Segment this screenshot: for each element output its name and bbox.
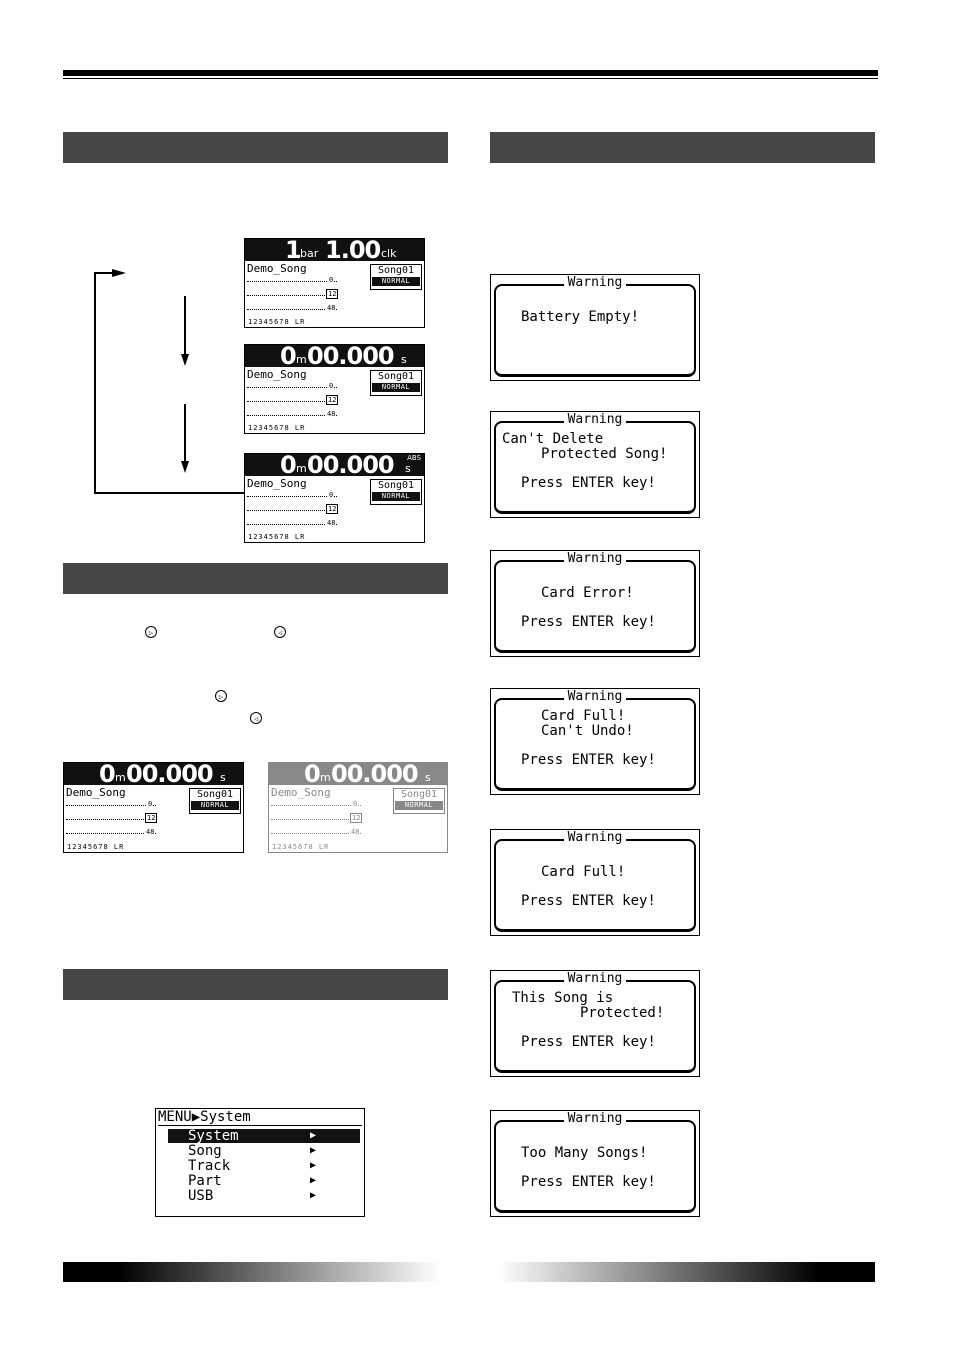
submenu-arrow-icon: ▶ bbox=[310, 1175, 317, 1186]
menu-item-system[interactable] bbox=[168, 1129, 360, 1143]
warning-frame bbox=[494, 560, 696, 653]
warning-message: Card Full! bbox=[541, 708, 626, 724]
meter-dots bbox=[66, 833, 156, 834]
song-box bbox=[370, 479, 422, 505]
track-numbers: 12345678 LR bbox=[248, 424, 306, 432]
song-number: Song01 bbox=[377, 265, 415, 276]
warning-battery-empty bbox=[490, 274, 700, 381]
level-mark: 0 bbox=[329, 491, 334, 499]
cycle-arrow-line bbox=[94, 272, 96, 494]
level-mark: 0 bbox=[148, 800, 153, 808]
timecode-seconds-unit: s bbox=[220, 771, 226, 784]
timecode-clk-unit: clk bbox=[381, 247, 397, 260]
warning-title-text: Warning bbox=[564, 412, 627, 427]
level-mark: 48 bbox=[146, 828, 155, 836]
track-numbers: 12345678 LR bbox=[248, 533, 306, 541]
warning-prompt: Press ENTER key! bbox=[521, 893, 656, 909]
menu-item-label: USB bbox=[188, 1188, 214, 1204]
meter-dots bbox=[247, 510, 337, 511]
header-rule-thick bbox=[63, 70, 878, 76]
arrow-line bbox=[184, 296, 186, 354]
abs-indicator: ABS bbox=[407, 454, 421, 462]
warning-too-many-songs bbox=[490, 1110, 700, 1217]
level-mark: 48 bbox=[351, 828, 360, 836]
warning-title bbox=[491, 552, 699, 566]
submenu-arrow-icon: ▶ bbox=[310, 1145, 317, 1156]
level-mark: 0 bbox=[329, 276, 334, 284]
timecode-bar-unit: bar bbox=[300, 247, 319, 260]
warning-frame bbox=[494, 1120, 696, 1213]
timecode-seconds-unit: s bbox=[425, 771, 431, 784]
timecode-minutes-unit: m bbox=[296, 462, 307, 475]
warning-cant-delete bbox=[490, 411, 700, 518]
warning-title bbox=[491, 831, 699, 845]
submenu-arrow-icon: ▶ bbox=[310, 1190, 317, 1201]
lcd-time-screen bbox=[244, 344, 425, 434]
arrow-down-icon bbox=[181, 354, 189, 366]
timecode-display bbox=[245, 238, 424, 264]
level-mark: 48 bbox=[327, 410, 336, 418]
meter-dots bbox=[247, 524, 337, 525]
footer-gradient-left bbox=[63, 1262, 440, 1282]
menu-item-label: Song bbox=[188, 1143, 222, 1159]
warning-title-text: Warning bbox=[564, 551, 627, 566]
warning-song-protected bbox=[490, 970, 700, 1077]
warning-title bbox=[491, 413, 699, 427]
warning-title-text: Warning bbox=[564, 971, 627, 986]
submenu-arrow-icon: ▶ bbox=[310, 1160, 317, 1171]
menu-item-track[interactable] bbox=[168, 1159, 360, 1173]
warning-frame bbox=[494, 284, 696, 377]
section-header-bar bbox=[63, 969, 448, 1000]
warning-message: Card Full! bbox=[541, 864, 626, 880]
timecode-seconds-unit: s bbox=[405, 462, 411, 475]
song-box bbox=[189, 788, 241, 814]
mode-badge: NORMAL bbox=[372, 492, 420, 501]
meter-dots bbox=[66, 805, 156, 806]
mode-badge: NORMAL bbox=[191, 801, 239, 810]
meter-dots bbox=[247, 309, 337, 310]
warning-card-full bbox=[490, 829, 700, 936]
timecode-minutes-unit: m bbox=[296, 353, 307, 366]
play-right-icon: ▷ bbox=[145, 626, 157, 638]
cycle-arrow-line bbox=[94, 272, 112, 274]
play-left-icon: ◁ bbox=[250, 712, 262, 724]
warning-title-text: Warning bbox=[564, 830, 627, 845]
menu-item-song[interactable] bbox=[168, 1144, 360, 1158]
meter-dots bbox=[247, 387, 337, 388]
warning-title-text: Warning bbox=[564, 1111, 627, 1126]
level-mark: 12 bbox=[352, 814, 361, 822]
timecode-minutes-unit: m bbox=[115, 771, 126, 784]
menu-title: MENU▶System bbox=[158, 1109, 251, 1125]
section-header-bar bbox=[63, 132, 448, 163]
mode-badge: NORMAL bbox=[395, 801, 443, 810]
menu-divider bbox=[158, 1125, 362, 1126]
song-number: Song01 bbox=[377, 480, 415, 491]
timecode-clk-value: 1.00 bbox=[325, 238, 381, 264]
meter-dots bbox=[247, 281, 337, 282]
timecode-display bbox=[64, 762, 243, 788]
footer-gradient-right bbox=[498, 1262, 875, 1282]
warning-prompt: Press ENTER key! bbox=[521, 475, 656, 491]
warning-message: Too Many Songs! bbox=[521, 1145, 648, 1161]
menu-item-label: System bbox=[188, 1128, 239, 1144]
timecode-seconds: 00.000 bbox=[126, 762, 213, 788]
song-name: Demo_Song bbox=[271, 786, 331, 799]
section-header-bar bbox=[63, 563, 448, 594]
meter-dots bbox=[247, 295, 337, 296]
warning-title bbox=[491, 1112, 699, 1126]
timecode-seconds-unit: s bbox=[401, 353, 407, 366]
level-mark: 12 bbox=[328, 290, 337, 298]
meter-dots bbox=[247, 401, 337, 402]
warning-frame bbox=[494, 839, 696, 932]
warning-card-error bbox=[490, 550, 700, 657]
meter-dots bbox=[247, 415, 337, 416]
level-mark: 12 bbox=[328, 505, 337, 513]
warning-message: Battery Empty! bbox=[521, 309, 640, 325]
menu-item-label: Track bbox=[188, 1158, 231, 1174]
level-mark: 12 bbox=[147, 814, 156, 822]
warning-prompt: Press ENTER key! bbox=[521, 1174, 656, 1190]
warning-message: Protected Song! bbox=[541, 446, 668, 462]
song-name: Demo_Song bbox=[247, 477, 307, 490]
menu-item-label: Part bbox=[188, 1173, 222, 1189]
play-right-icon: ▷ bbox=[215, 690, 227, 702]
timecode-seconds: 00.000 bbox=[307, 453, 394, 479]
menu-system-screen bbox=[155, 1108, 365, 1217]
song-name: Demo_Song bbox=[66, 786, 126, 799]
timecode-display bbox=[269, 762, 447, 788]
cycle-arrow-line bbox=[94, 492, 244, 494]
level-mark: 48 bbox=[327, 519, 336, 527]
track-numbers: 12345678 LR bbox=[67, 843, 125, 851]
warning-title bbox=[491, 972, 699, 986]
timecode-minutes: 0 bbox=[304, 762, 320, 788]
arrow-down-icon bbox=[181, 461, 189, 473]
track-numbers: 12345678 LR bbox=[248, 318, 306, 326]
warning-message: Card Error! bbox=[541, 585, 634, 601]
warning-prompt: Press ENTER key! bbox=[521, 614, 656, 630]
song-box bbox=[370, 370, 422, 396]
level-mark: 0 bbox=[329, 382, 334, 390]
lcd-abs-time-screen bbox=[244, 453, 425, 543]
timecode-display bbox=[245, 453, 424, 479]
song-box bbox=[370, 264, 422, 290]
warning-prompt: Press ENTER key! bbox=[521, 752, 656, 768]
timecode-seconds: 00.000 bbox=[331, 762, 418, 788]
timecode-minutes: 0 bbox=[99, 762, 115, 788]
song-name: Demo_Song bbox=[247, 262, 307, 275]
meter-dots bbox=[66, 819, 156, 820]
warning-prompt: Press ENTER key! bbox=[521, 1034, 656, 1050]
timecode-display bbox=[245, 344, 424, 370]
timecode-minutes: 0 bbox=[280, 344, 296, 370]
warning-title bbox=[491, 690, 699, 704]
submenu-arrow-icon: ▶ bbox=[310, 1130, 317, 1141]
section-header-bar bbox=[490, 132, 875, 163]
meter-dots bbox=[271, 805, 361, 806]
meter-dots bbox=[247, 496, 337, 497]
arrow-line bbox=[184, 404, 186, 462]
song-box bbox=[393, 788, 445, 814]
lcd-bar-clock-screen bbox=[244, 238, 425, 328]
meter-dots bbox=[271, 833, 361, 834]
lcd-contrast-dim-screen bbox=[268, 762, 448, 853]
warning-title-text: Warning bbox=[564, 275, 627, 290]
menu-item-part[interactable] bbox=[168, 1174, 360, 1188]
arrow-right-icon bbox=[112, 269, 126, 277]
warning-title-text: Warning bbox=[564, 689, 627, 704]
warning-message: Can't Delete bbox=[502, 431, 604, 447]
header-rule-thin bbox=[63, 78, 878, 79]
level-mark: 0 bbox=[353, 800, 358, 808]
song-number: Song01 bbox=[400, 789, 438, 800]
timecode-seconds: 00.000 bbox=[307, 344, 394, 370]
warning-message: Protected! bbox=[580, 1005, 665, 1021]
warning-message: Can't Undo! bbox=[541, 723, 634, 739]
mode-badge: NORMAL bbox=[372, 383, 420, 392]
warning-title bbox=[491, 276, 699, 290]
timecode-bar-value: 1 bbox=[285, 238, 301, 264]
level-mark: 12 bbox=[328, 396, 337, 404]
song-number: Song01 bbox=[377, 371, 415, 382]
mode-badge: NORMAL bbox=[372, 277, 420, 286]
song-name: Demo_Song bbox=[247, 368, 307, 381]
warning-message: This Song is bbox=[512, 990, 614, 1006]
song-number: Song01 bbox=[196, 789, 234, 800]
timecode-minutes: 0 bbox=[280, 453, 296, 479]
level-mark: 48 bbox=[327, 304, 336, 312]
track-numbers: 12345678 LR bbox=[272, 843, 330, 851]
menu-item-usb[interactable] bbox=[168, 1189, 360, 1203]
meter-dots bbox=[271, 819, 361, 820]
warning-card-full-undo bbox=[490, 688, 700, 795]
play-left-icon: ◁ bbox=[274, 626, 286, 638]
timecode-minutes-unit: m bbox=[320, 771, 331, 784]
lcd-contrast-normal-screen bbox=[63, 762, 244, 853]
